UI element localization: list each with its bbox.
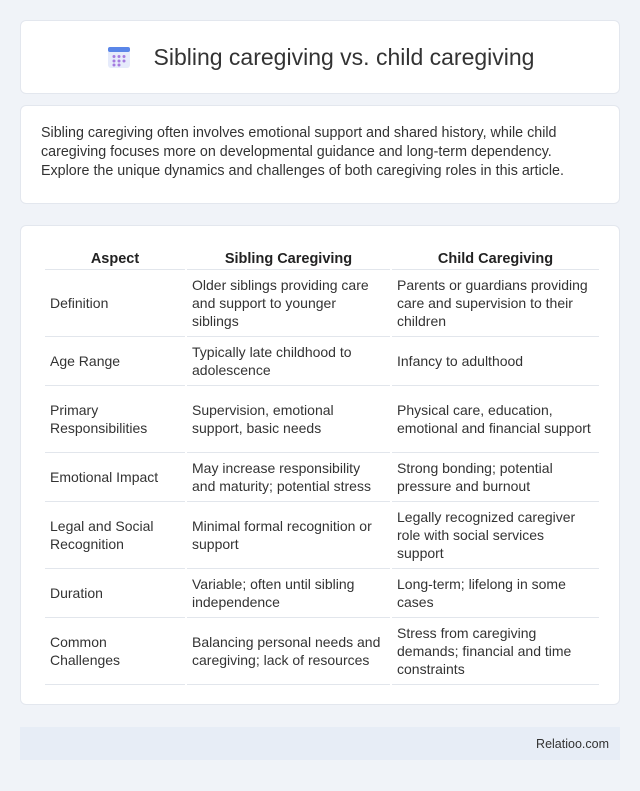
table-cell-aspect: Age Range — [45, 337, 185, 386]
comparison-table-card — [20, 225, 620, 705]
table-cell-sibling: Typically late childhood to adolescence — [187, 337, 390, 386]
table-row — [45, 270, 599, 337]
table-cell-child: Strong bonding; potential pressure and burnout — [392, 453, 599, 502]
table-row — [45, 569, 599, 618]
table-row — [45, 453, 599, 502]
table-cell-sibling: May increase responsibility and maturity; potential stress — [187, 453, 390, 502]
title-card — [20, 20, 620, 94]
intro-text: Sibling caregiving often involves emotional support and shared history, while child caregiving focuses more on developmental guidance and long-term dependency. Explore the unique dynamics and challenges of both caregiving roles in this article. — [41, 125, 564, 179]
table-row — [45, 337, 599, 386]
table-cell-child: Physical care, education, emotional and financial support — [392, 386, 599, 453]
table-cell-child: Infancy to adulthood — [392, 337, 599, 386]
table-header-row — [45, 244, 599, 270]
table-row — [45, 502, 599, 569]
table-cell-sibling: Older siblings providing care and support to younger siblings — [187, 270, 390, 337]
table-cell-sibling: Supervision, emotional support, basic needs — [187, 386, 390, 453]
table-cell-sibling: Variable; often until sibling independence — [187, 569, 390, 618]
table-cell-child: Legally recognized caregiver role with social services support — [392, 502, 599, 569]
table-cell-child: Parents or guardians providing care and supervision to their children — [392, 270, 599, 337]
table-cell-aspect: Primary Responsibilities — [45, 386, 185, 453]
table-cell-aspect: Legal and Social Recognition — [45, 502, 185, 569]
header-sibling-caregiving: Sibling Caregiving — [187, 244, 390, 270]
table-row — [45, 386, 599, 453]
header-child-caregiving: Child Caregiving — [392, 244, 599, 270]
comparison-table — [43, 244, 601, 685]
table-cell-aspect: Duration — [45, 569, 185, 618]
table-cell-aspect: Emotional Impact — [45, 453, 185, 502]
header-aspect: Aspect — [45, 244, 185, 270]
footer-brand: Relatioo.com — [536, 736, 609, 751]
table-cell-aspect: Common Challenges — [45, 618, 185, 685]
page-title: Sibling caregiving vs. child caregiving — [153, 43, 535, 70]
table-row — [45, 618, 599, 685]
table-cell-child: Long-term; lifelong in some cases — [392, 569, 599, 618]
footer — [20, 727, 620, 760]
table-cell-sibling: Balancing personal needs and caregiving; lack of resources — [187, 618, 390, 685]
intro-card — [20, 105, 620, 204]
calendar-grid-icon — [106, 44, 132, 70]
table-cell-aspect: Definition — [45, 270, 185, 337]
table-cell-sibling: Minimal formal recognition or support — [187, 502, 390, 569]
table-cell-child: Stress from caregiving demands; financial and time constraints — [392, 618, 599, 685]
